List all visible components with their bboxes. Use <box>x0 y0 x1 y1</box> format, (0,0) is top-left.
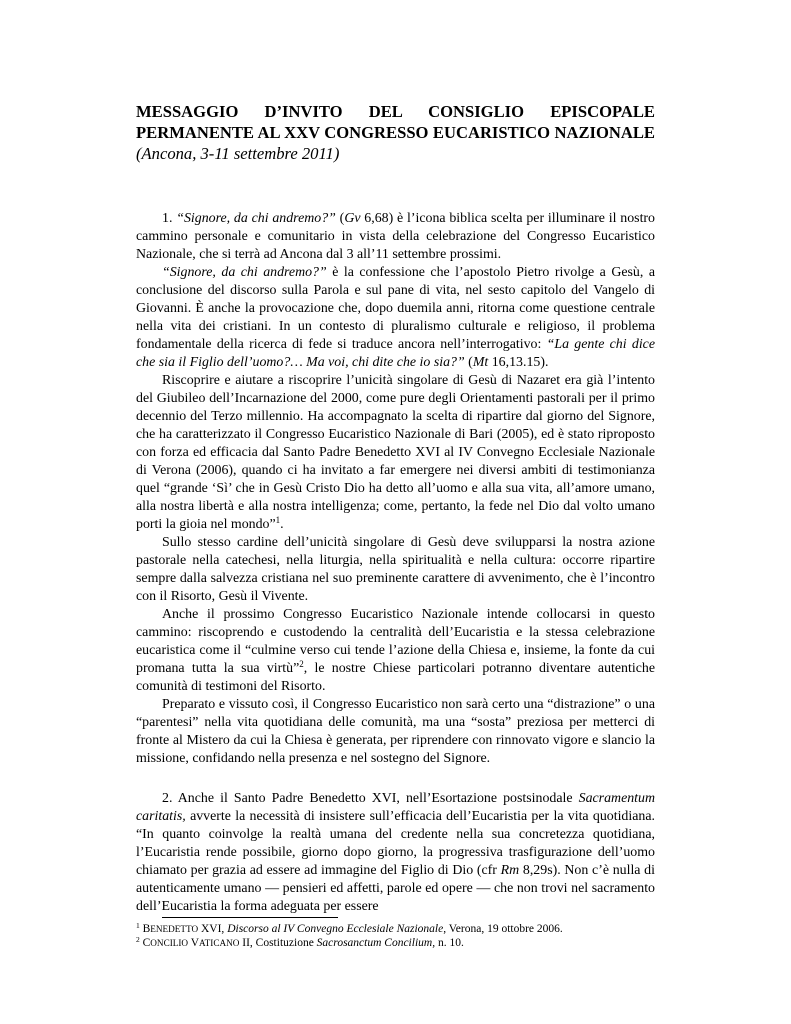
paragraph-1-4: Sullo stesso cardine dell’unicità singolare di Gesù deve svilupparsi la nostra azione pastorale nella catechesi, nella liturgia, nella spiritualità e nella cultura: occorre ripartire sempre dalla salvezza cristiana nel suo preminente carattere di avvenimento, che è l’incontro con il Risorto, Gesù il Vivente. <box>136 535 655 604</box>
bible-ref-book: Rm <box>500 863 520 878</box>
document-title-ref: Sacramentum caritatis, <box>136 791 656 824</box>
quote: “Signore, da chi andremo?” <box>176 211 336 226</box>
author-initial: V <box>188 937 200 949</box>
title-main: MESSAGGIO D’INVITO DEL CONSIGLIO EPISCOPALE PERMANENTE AL XXV CONGRESSO EUCARISTICO NAZIONALE <box>136 102 655 142</box>
author-initial: B <box>142 923 151 935</box>
footnote-divider <box>162 917 338 918</box>
footnote-ref[interactable]: 2 <box>299 659 304 669</box>
text: II, Costituzione <box>239 937 317 949</box>
paragraph-1-6: Preparato e vissuto così, il Congresso Eucaristico non sarà certo una “distrazione” o una “parentesi” nella vita quotidiana delle comunità, ma una “sosta” preziosa per metterci di fronte al Mistero da cui la Chiesa è generata, per riprendere con rinnovato vigore e slancio la missione, confidando nella presenza e nel sostegno del Signore. <box>136 697 655 766</box>
text: , Verona, 19 ottobre 2006. <box>443 923 563 935</box>
author-rest: ATICANO <box>199 938 240 948</box>
paragraph-1-3 <box>136 372 655 534</box>
footnote-1 <box>136 922 655 936</box>
paragraph-1-1 <box>136 210 655 264</box>
text: . <box>280 517 284 532</box>
text: XVI, <box>198 923 228 935</box>
footnote-number: 2 <box>136 935 140 944</box>
author-initial: C <box>142 937 151 949</box>
paragraph-1-2 <box>136 264 655 372</box>
text: 16,13.15). <box>488 355 549 370</box>
text: Riscoprire e aiutare a riscoprire l’unicità singolare di Gesù di Nazaret era già l’intento del Giubileo dell’Incarnazione del 2000, come pure degli Orientamenti pastorali per il primo decennio del Terzo millennio. Ha accompagnato la scelta di ripartire dal giorno del Signore, che ha caratterizzato il Congresso Eucaristico Nazionale di Bari (2005), ed è stato riproposto con forza ed efficacia dal Santo Padre Benedetto XVI al IV Convegno Ecclesiale Nazionale di Verona (2006), quando ci ha invitato a far emergere nei diversi ambiti di testimonianza quel “grande ‘Sì’ che in Gesù Cristo Dio ha detto all’uomo e alla sua vita, all’amore umano, alla nostra libertà e alla nostra intelligenza; come, pertanto, la fede nel Dio dal volto umano porti la gioia nel mondo” <box>136 373 655 532</box>
footnote-author <box>143 923 198 935</box>
footnote-number: 1 <box>136 921 140 930</box>
text: n. 10. <box>435 937 464 949</box>
title-place: (Ancona, 3-11 settembre 2011) <box>136 144 340 163</box>
work-title: Sacrosanctum Concilium, <box>316 937 436 949</box>
author-rest: ONCILIO <box>150 938 189 948</box>
text: è la confessione che l’apostolo Pietro rivolge a Gesù, a conclusione del discorso sulla Parola e sul pane di vita, nel sesto capitolo del Vangelo di Giovanni. È anche la provocazione che, dopo duemila anni, ritorna come questione centrale nella vita dei cristiani. In un contesto di pluralismo culturale e religioso, il problema fondamentale della ricerca di fede si traduce ancora nell’interrogativo: <box>136 265 655 352</box>
text: 6,68) è l’icona biblica scelta per illuminare il nostro cammino personale e comunitario in vista della celebrazione del Congresso Eucaristico Nazionale, che si terrà ad Ancona dal 3 all’11 settembre prossimi. <box>136 211 655 262</box>
section-number: 2. <box>162 791 178 806</box>
section-number: 1. <box>162 211 177 226</box>
text: avverte la necessità di insistere sull’efficacia dell’Eucaristia per la vita quotidiana. “In quanto coinvolge la realtà umana del credente nella sua concretezza quotidiana, l’Eucaristia rende possibile, giorno dopo giorno, la progressiva trasfigurazione dell’uomo chiamato per grazia ad essere ad immagine del Figlio di Dio (cfr <box>136 809 655 878</box>
text: Anche il prossimo Congresso Eucaristico Nazionale intende collocarsi in questo cammino: riscoprendo e custodendo la centralità dell’Eucaristia e la stessa celebrazione eucaristica come il “culmine verso cui tende l’azione della Chiesa e, insieme, la fonte da cui promana tutta la sua virtù” <box>136 607 655 676</box>
document-body <box>136 210 655 916</box>
paragraph-1-5 <box>136 606 655 696</box>
footnote-ref[interactable]: 1 <box>275 515 281 525</box>
footnote-2 <box>136 936 655 950</box>
text: Anche il Santo Padre Benedetto XVI, nell’Esortazione postsinodale <box>177 791 579 806</box>
bible-ref-book: Mt <box>472 355 489 370</box>
text: , le nostre Chiese particolari potranno diventare autentiche comunità di testimoni del Risorto. <box>136 661 655 694</box>
quote: “Signore, da chi andremo?” <box>162 265 327 280</box>
work-title: Discorso al IV Convegno Ecclesiale Nazionale <box>227 923 444 935</box>
paragraph-2-1 <box>136 790 655 916</box>
text: ( <box>335 211 345 226</box>
quote: “La gente chi dice che sia il Figlio dell’uomo?… Ma voi, chi dite che io sia?” <box>136 337 656 370</box>
text: ( <box>464 355 473 370</box>
author-rest: ENEDETTO <box>150 924 199 934</box>
document-title <box>136 101 655 164</box>
bible-ref-book: Gv <box>344 211 361 226</box>
text: 8,29s). Non c’è nulla di autenticamente umano — pensieri ed affetti, parole ed opere — che non trovi nel sacramento dell’Eucaristia la forma adeguata per essere <box>136 863 655 914</box>
footnotes <box>136 922 655 950</box>
footnote-author <box>143 937 240 949</box>
